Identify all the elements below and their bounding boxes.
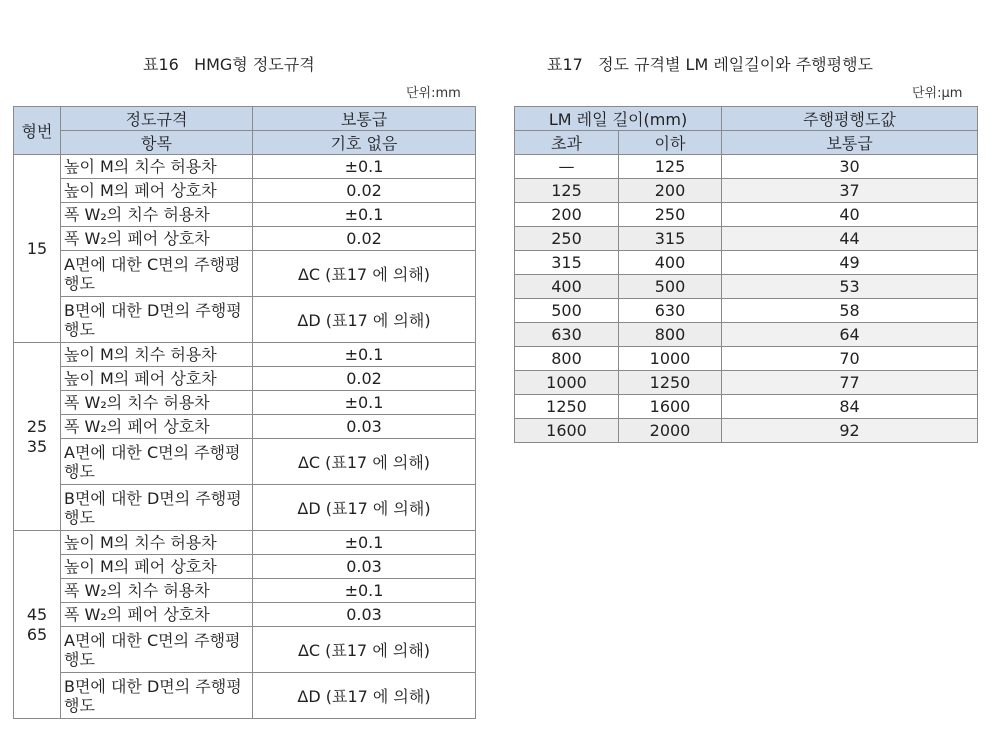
table-row (14, 415, 476, 439)
value-cell: ±0.1 (253, 579, 476, 603)
table-row (14, 673, 476, 719)
value-cell: 0.02 (253, 179, 476, 203)
value-cell: ±0.1 (253, 155, 476, 179)
type-cell: 45 65 (14, 531, 61, 719)
table-row (515, 323, 978, 347)
over-cell: 1600 (515, 419, 619, 443)
over-cell: 400 (515, 275, 619, 299)
table-row (14, 179, 476, 203)
over-cell: — (515, 155, 619, 179)
value-cell: 53 (722, 275, 978, 299)
value-cell: ±0.1 (253, 343, 476, 367)
table-row (515, 275, 978, 299)
item-cell: 폭 W₂의 페어 상호차 (61, 603, 253, 627)
table-row (14, 203, 476, 227)
item-cell: B면에 대한 D면의 주행평행도 (61, 297, 253, 343)
value-cell: ΔD (표17 에 의해) (253, 485, 476, 531)
table17 (514, 106, 978, 443)
grade-header: 보통급 (722, 131, 978, 155)
value-cell: 0.03 (253, 603, 476, 627)
rail-length-header: LM 레일 길이(mm) (515, 107, 722, 131)
type-cell: 15 (14, 155, 61, 343)
table-row (515, 395, 978, 419)
table16-body (14, 107, 476, 719)
item-cell: 폭 W₂의 치수 허용차 (61, 579, 253, 603)
item-cell: 높이 M의 페어 상호차 (61, 179, 253, 203)
item-cell: 높이 M의 치수 허용차 (61, 343, 253, 367)
value-cell: 58 (722, 299, 978, 323)
value-cell: 0.03 (253, 415, 476, 439)
table-row (14, 343, 476, 367)
value-cell: 64 (722, 323, 978, 347)
table-row (515, 155, 978, 179)
table-row (14, 531, 476, 555)
value-cell: ΔD (표17 에 의해) (253, 673, 476, 719)
value-cell: ±0.1 (253, 531, 476, 555)
spec-header: 정도규격 (61, 107, 253, 131)
value-cell: 77 (722, 371, 978, 395)
table-row (515, 179, 978, 203)
table16-title: 표16 HMG형 정도규격 (143, 55, 315, 74)
under-header: 이하 (619, 131, 722, 155)
symbol-header: 기호 없음 (253, 131, 476, 155)
under-cell: 315 (619, 227, 722, 251)
table16 (13, 106, 476, 719)
value-cell: 84 (722, 395, 978, 419)
item-cell: B면에 대한 D면의 주행평행도 (61, 673, 253, 719)
table-row (14, 627, 476, 673)
under-cell: 400 (619, 251, 722, 275)
under-cell: 125 (619, 155, 722, 179)
over-cell: 250 (515, 227, 619, 251)
type-cell: 25 35 (14, 343, 61, 531)
under-cell: 1600 (619, 395, 722, 419)
over-cell: 125 (515, 179, 619, 203)
table17-header-row-2 (515, 131, 978, 155)
value-cell: 0.02 (253, 227, 476, 251)
value-cell: 37 (722, 179, 978, 203)
over-cell: 200 (515, 203, 619, 227)
over-cell: 315 (515, 251, 619, 275)
over-cell: 1000 (515, 371, 619, 395)
table17-unit: 단위:μm (912, 86, 963, 101)
table-row (515, 371, 978, 395)
table-row (515, 299, 978, 323)
item-cell: A면에 대한 C면의 주행평행도 (61, 627, 253, 673)
grade-header: 보통급 (253, 107, 476, 131)
table-row (14, 251, 476, 297)
type-header: 형번 (14, 107, 61, 155)
value-cell: 30 (722, 155, 978, 179)
value-cell: 0.03 (253, 555, 476, 579)
table-row (14, 367, 476, 391)
table-row (515, 347, 978, 371)
item-cell: 폭 W₂의 페어 상호차 (61, 415, 253, 439)
under-cell: 1250 (619, 371, 722, 395)
over-cell: 500 (515, 299, 619, 323)
value-cell: ΔC (표17 에 의해) (253, 251, 476, 297)
value-cell: 70 (722, 347, 978, 371)
value-cell: 0.02 (253, 367, 476, 391)
under-cell: 200 (619, 179, 722, 203)
table17-body (515, 107, 978, 443)
under-cell: 2000 (619, 419, 722, 443)
value-cell: 49 (722, 251, 978, 275)
table-row (14, 391, 476, 415)
value-cell: 40 (722, 203, 978, 227)
item-cell: 폭 W₂의 치수 허용차 (61, 391, 253, 415)
table-row (14, 227, 476, 251)
under-cell: 630 (619, 299, 722, 323)
table-row (14, 555, 476, 579)
table-row (14, 579, 476, 603)
table-row (515, 203, 978, 227)
value-cell: 92 (722, 419, 978, 443)
under-cell: 1000 (619, 347, 722, 371)
over-cell: 1250 (515, 395, 619, 419)
item-cell: A면에 대한 C면의 주행평행도 (61, 439, 253, 485)
table16-header-row-2 (14, 131, 476, 155)
table17-header-row-1 (515, 107, 978, 131)
item-cell: A면에 대한 C면의 주행평행도 (61, 251, 253, 297)
table-row (14, 485, 476, 531)
over-header: 초과 (515, 131, 619, 155)
over-cell: 800 (515, 347, 619, 371)
under-cell: 500 (619, 275, 722, 299)
table16-unit: 단위:mm (406, 86, 461, 101)
table-row (515, 419, 978, 443)
item-cell: 폭 W₂의 치수 허용차 (61, 203, 253, 227)
item-cell: 높이 M의 치수 허용차 (61, 155, 253, 179)
value-cell: ΔD (표17 에 의해) (253, 297, 476, 343)
item-cell: 높이 M의 페어 상호차 (61, 367, 253, 391)
table17-title: 표17 정도 규격별 LM 레일길이와 주행평행도 (547, 55, 873, 74)
table-row (14, 297, 476, 343)
over-cell: 630 (515, 323, 619, 347)
under-cell: 250 (619, 203, 722, 227)
table-row (515, 251, 978, 275)
table-row (14, 439, 476, 485)
table-row (515, 227, 978, 251)
item-cell: 높이 M의 페어 상호차 (61, 555, 253, 579)
value-cell: 44 (722, 227, 978, 251)
value-cell: ΔC (표17 에 의해) (253, 439, 476, 485)
item-cell: 폭 W₂의 페어 상호차 (61, 227, 253, 251)
table-row (14, 155, 476, 179)
value-cell: ±0.1 (253, 203, 476, 227)
table-row (14, 603, 476, 627)
item-header: 항목 (61, 131, 253, 155)
table16-header-row-1 (14, 107, 476, 131)
parallelism-header: 주행평행도값 (722, 107, 978, 131)
value-cell: ΔC (표17 에 의해) (253, 627, 476, 673)
item-cell: B면에 대한 D면의 주행평행도 (61, 485, 253, 531)
item-cell: 높이 M의 치수 허용차 (61, 531, 253, 555)
under-cell: 800 (619, 323, 722, 347)
value-cell: ±0.1 (253, 391, 476, 415)
